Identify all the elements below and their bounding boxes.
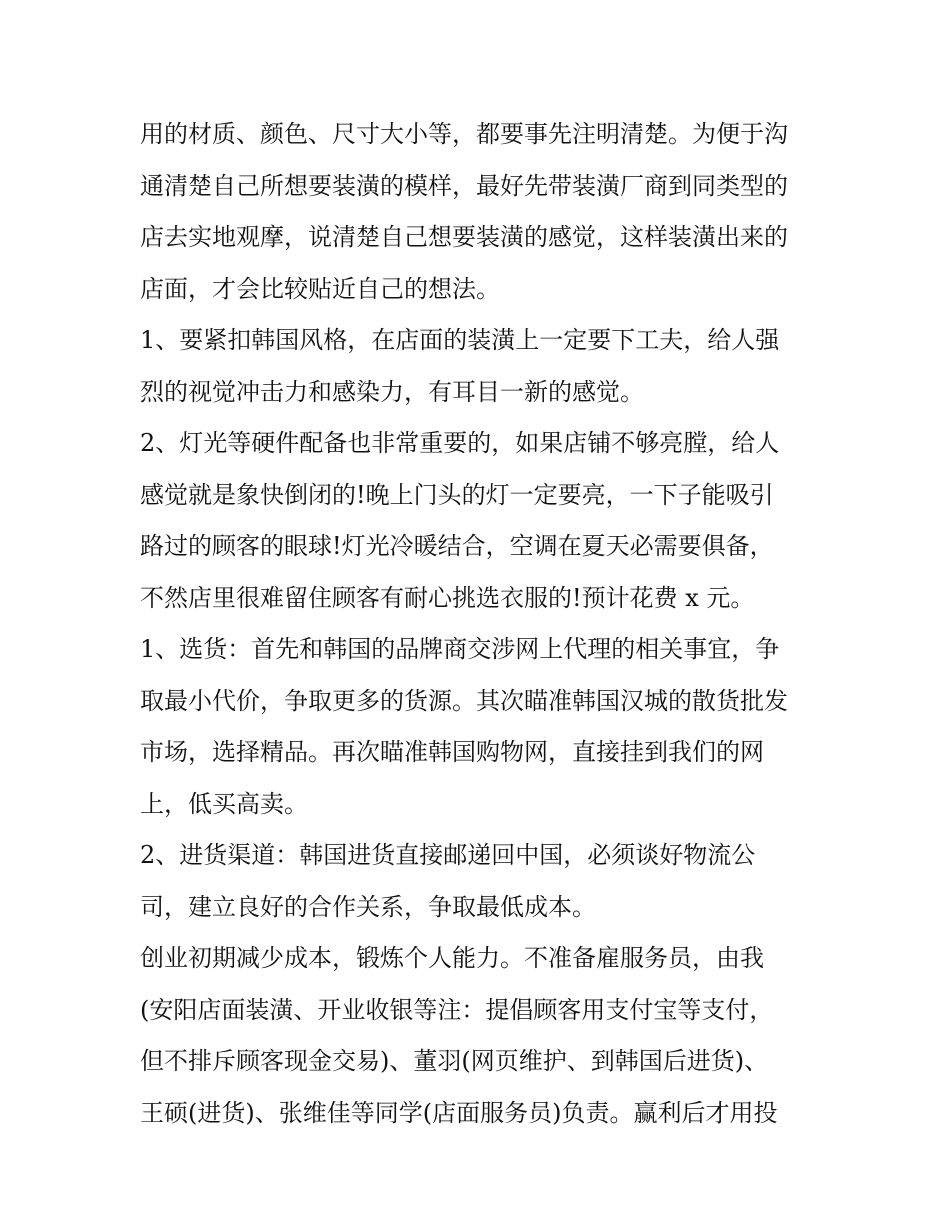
text-line-13: 市场，选择精品。再次瞄准韩国购物网，直接挂到我们的网 [140,738,764,766]
text-line-8: 感觉就是象快倒闭的!晚上门头的灯一定要亮，一下子能吸引 [140,480,774,509]
text-line-19: 但不排斥顾客现金交易)、董羽(网页维护、到韩国后进货)、 [140,1047,769,1075]
text-line-14: 上，低买高卖。 [140,789,308,818]
text-line-11: 1、选货：首先和韩国的品牌商交涉网上代理的相关事宜，争 [140,635,780,663]
text-line-5: 1、要紧扣韩国风格，在店面的装潢上一定要下工夫，给人强 [140,326,780,354]
text-line-6: 烈的视觉冲击力和感染力，有耳目一新的感觉。 [140,377,644,406]
text-line-20: 王硕(进货)、张维佳等同学(店面服务员)负责。赢利后才用投 [140,1098,778,1127]
text-line-10: 不然店里很难留住顾客有耐心挑选衣服的!预计花费 x 元。 [140,583,755,612]
text-line-4: 店面，才会比较贴近自己的想法。 [140,274,500,303]
text-line-2: 通清楚自己所想要装潢的模样，最好先带装潢厂商到同类型的 [140,171,788,200]
text-line-16: 司，建立良好的合作关系，争取最低成本。 [140,892,596,921]
text-line-15: 2、进货渠道：韩国进货直接邮递回中国，必须谈好物流公 [140,841,756,869]
text-line-17: 创业初期减少成本，锻炼个人能力。不准备雇服务员，由我 [140,944,764,972]
text-line-7: 2、灯光等硬件配备也非常重要的，如果店铺不够亮膛，给人 [140,429,780,457]
text-line-12: 取最小代价，争取更多的货源。其次瞄准韩国汉城的散货批发 [140,686,788,715]
text-line-18: (安阳店面装潢、开业收银等注：提倡顾客用支付宝等支付， [140,995,774,1024]
text-line-3: 店去实地观摩，说清楚自己想要装潢的感觉，这样装潢出来的 [140,223,788,251]
text-line-1: 用的材质、颜色、尺寸大小等，都要事先注明清楚。为便于沟 [140,120,788,148]
body-text [140,109,820,1139]
text-line-9: 路过的顾客的眼球!灯光冷暖结合，空调在夏天必需要俱备， [140,532,774,560]
